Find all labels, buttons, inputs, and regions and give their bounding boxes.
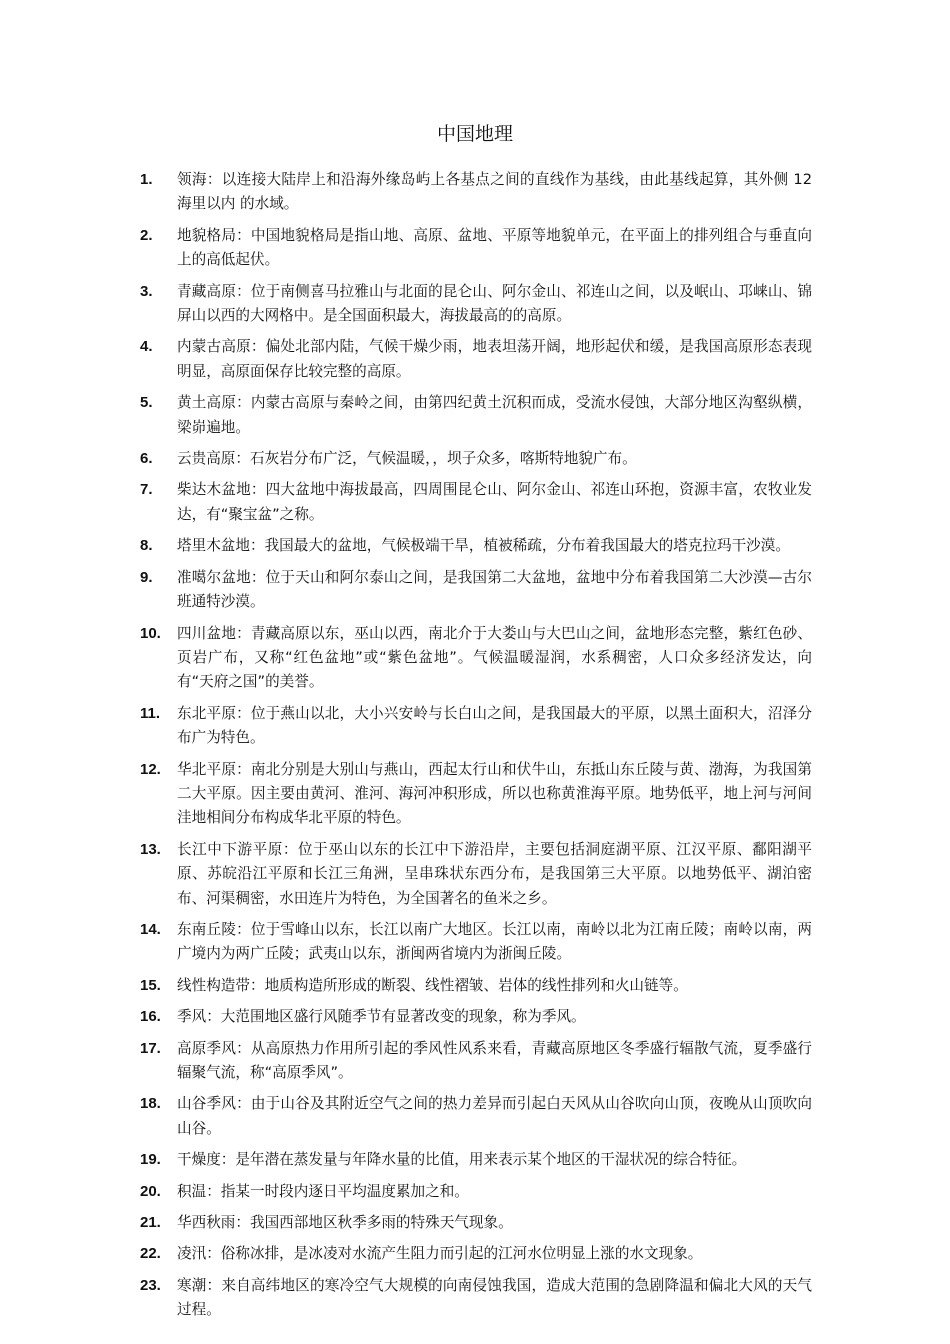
item-number: 8. <box>140 537 153 555</box>
item-number: 23. <box>140 1276 161 1294</box>
item-text: 准噶尔盆地：位于天山和阿尔泰山之间，是我国第二大盆地，盆地中分布着我国第二大沙漠—古尔班通特沙漠。 <box>177 568 812 611</box>
item-text: 东南丘陵：位于雪峰山以东，长江以南广大地区。长江以南，南岭以北为江南丘陵；南岭以南，两广境内为两广丘陵；武夷山以东，浙闽两省境内为浙闽丘陵。 <box>177 920 812 963</box>
list-item <box>140 335 812 384</box>
item-number: 16. <box>140 1008 161 1026</box>
item-text: 塔里木盆地：我国最大的盆地，气候极端干旱，植被稀疏，分布着我国最大的塔克拉玛干沙漠。 <box>177 537 790 555</box>
item-number: 2. <box>140 226 153 244</box>
item-text: 长江中下游平原：位于巫山以东的长江中下游沿岸，主要包括洞庭湖平原、江汉平原、鄱阳湖平原、苏皖沿江平原和长江三角洲，呈串珠状东西分布，是我国第三大平原。以地势低平、湖泊密布、河渠稠密，水田连片为特色，为全国著名的鱼米之乡。 <box>177 840 812 907</box>
item-text: 柴达木盆地：四大盆地中海拔最高，四周围昆仑山、阿尔金山、祁连山环抱，资源丰富，农牧业发达，有“聚宝盆”之称。 <box>177 481 812 523</box>
list-item <box>140 1180 812 1204</box>
item-text: 积温：指某一时段内逐日平均温度累加之和。 <box>177 1182 469 1200</box>
list-item <box>140 1211 812 1235</box>
item-text: 四川盆地：青藏高原以东，巫山以西，南北介于大娄山与大巴山之间，盆地形态完整，紫红色砂、页岩广布，又称“红色盆地”或“紫色盆地”。气候温暖湿润，水系稠密，人口众多经济发达，向有“天府之国”的美誉。 <box>177 624 812 691</box>
item-text: 华北平原：南北分别是大别山与燕山，西起太行山和伏牛山，东抵山东丘陵与黄、渤海，为我国第二大平原。因主要由黄河、淮河、海河冲积形成，所以也称黄淮海平原。地势低平，地上河与河间洼地相间分布构成华北平原的特色。 <box>177 760 812 827</box>
item-text: 山谷季风：由于山谷及其附近空气之间的热力差异而引起白天风从山谷吹向山顶，夜晚从山顶吹向山谷。 <box>177 1095 812 1137</box>
list-item <box>140 391 812 440</box>
list-item <box>140 566 812 615</box>
list-item <box>140 1242 812 1266</box>
item-number: 7. <box>140 481 153 499</box>
item-text: 线性构造带：地质构造所形成的断裂、线性褶皱、岩体的线性排列和火山链等。 <box>177 976 688 994</box>
item-text: 青藏高原：位于南侧喜马拉雅山与北面的昆仑山、阿尔金山、祁连山之间，以及岷山、邛崃山、锦屏山以西的大网格中。是全国面积最大，海拔最高的的高原。 <box>177 282 812 325</box>
item-text: 东北平原：位于燕山以北，大小兴安岭与长白山之间，是我国最大的平原，以黑土面积大，沼泽分布广为特色。 <box>177 704 812 747</box>
item-number: 14. <box>140 920 161 938</box>
list-item <box>140 280 812 329</box>
list-item <box>140 478 812 527</box>
item-number: 19. <box>140 1151 161 1169</box>
item-text: 云贵高原：石灰岩分布广泛，气候温暖，，坝子众多，喀斯特地貌广布。 <box>177 450 637 468</box>
item-number: 4. <box>140 338 153 356</box>
list-item <box>140 1274 812 1323</box>
list-item <box>140 168 812 217</box>
item-text: 季风：大范围地区盛行风随季节有显著改变的现象，称为季风。 <box>177 1008 586 1026</box>
list-item <box>140 974 812 998</box>
item-number: 12. <box>140 760 161 778</box>
list-item <box>140 622 812 695</box>
term-list <box>140 168 812 1330</box>
item-text: 干燥度：是年潜在蒸发量与年降水量的比值，用来表示某个地区的干湿状况的综合特征。 <box>177 1151 747 1169</box>
item-number: 9. <box>140 568 153 586</box>
list-item <box>140 1037 812 1086</box>
list-item <box>140 702 812 751</box>
item-text: 华西秋雨：我国西部地区秋季多雨的特殊天气现象。 <box>177 1214 513 1232</box>
item-text: 寒潮：来自高纬地区的寒冷空气大规模的向南侵蚀我国，造成大范围的急剧降温和偏北大风的天气过程。 <box>177 1276 812 1319</box>
list-item <box>140 1148 812 1172</box>
list-item <box>140 1005 812 1029</box>
item-text: 地貌格局：中国地貌格局是指山地、高原、盆地、平原等地貌单元，在平面上的排列组合与垂直向上的高低起伏。 <box>177 226 812 269</box>
item-text: 内蒙古高原：偏处北部内陆，气候干燥少雨，地表坦荡开阔，地形起伏和缓，是我国高原形态表现明显，高原面保存比较完整的高原。 <box>177 338 812 380</box>
item-number: 22. <box>140 1245 161 1263</box>
list-item <box>140 838 812 911</box>
item-number: 11. <box>140 704 161 722</box>
item-number: 17. <box>140 1039 161 1057</box>
item-text: 高原季风：从高原热力作用所引起的季风性风系来看，青藏高原地区冬季盛行辐散气流，夏季盛行辐聚气流，称“高原季风”。 <box>177 1039 812 1081</box>
item-number: 20. <box>140 1182 161 1200</box>
list-item <box>140 1092 812 1141</box>
item-text: 领海：以连接大陆岸上和沿海外缘岛屿上各基点之间的直线作为基线，由此基线起算，其外侧 12 海里以内 的水域。 <box>177 171 812 213</box>
item-number: 21. <box>140 1214 161 1232</box>
item-number: 3. <box>140 282 153 300</box>
list-item <box>140 447 812 471</box>
item-number: 1. <box>140 171 153 188</box>
list-item <box>140 918 812 967</box>
item-text: 凌汛：俗称冰排，是冰凌对水流产生阻力而引起的江河水位明显上涨的水文现象。 <box>177 1245 703 1263</box>
item-number: 18. <box>140 1095 161 1113</box>
item-number: 15. <box>140 976 161 994</box>
list-item <box>140 534 812 558</box>
item-number: 5. <box>140 394 153 412</box>
list-item <box>140 224 812 273</box>
item-number: 13. <box>140 840 161 858</box>
page-title: 中国地理 <box>436 123 513 145</box>
list-item <box>140 758 812 831</box>
item-number: 10. <box>140 624 161 642</box>
item-number: 6. <box>140 450 153 468</box>
item-text: 黄土高原：内蒙古高原与秦岭之间，由第四纪黄土沉积而成，受流水侵蚀，大部分地区沟壑纵横，梁峁遍地。 <box>177 394 812 436</box>
